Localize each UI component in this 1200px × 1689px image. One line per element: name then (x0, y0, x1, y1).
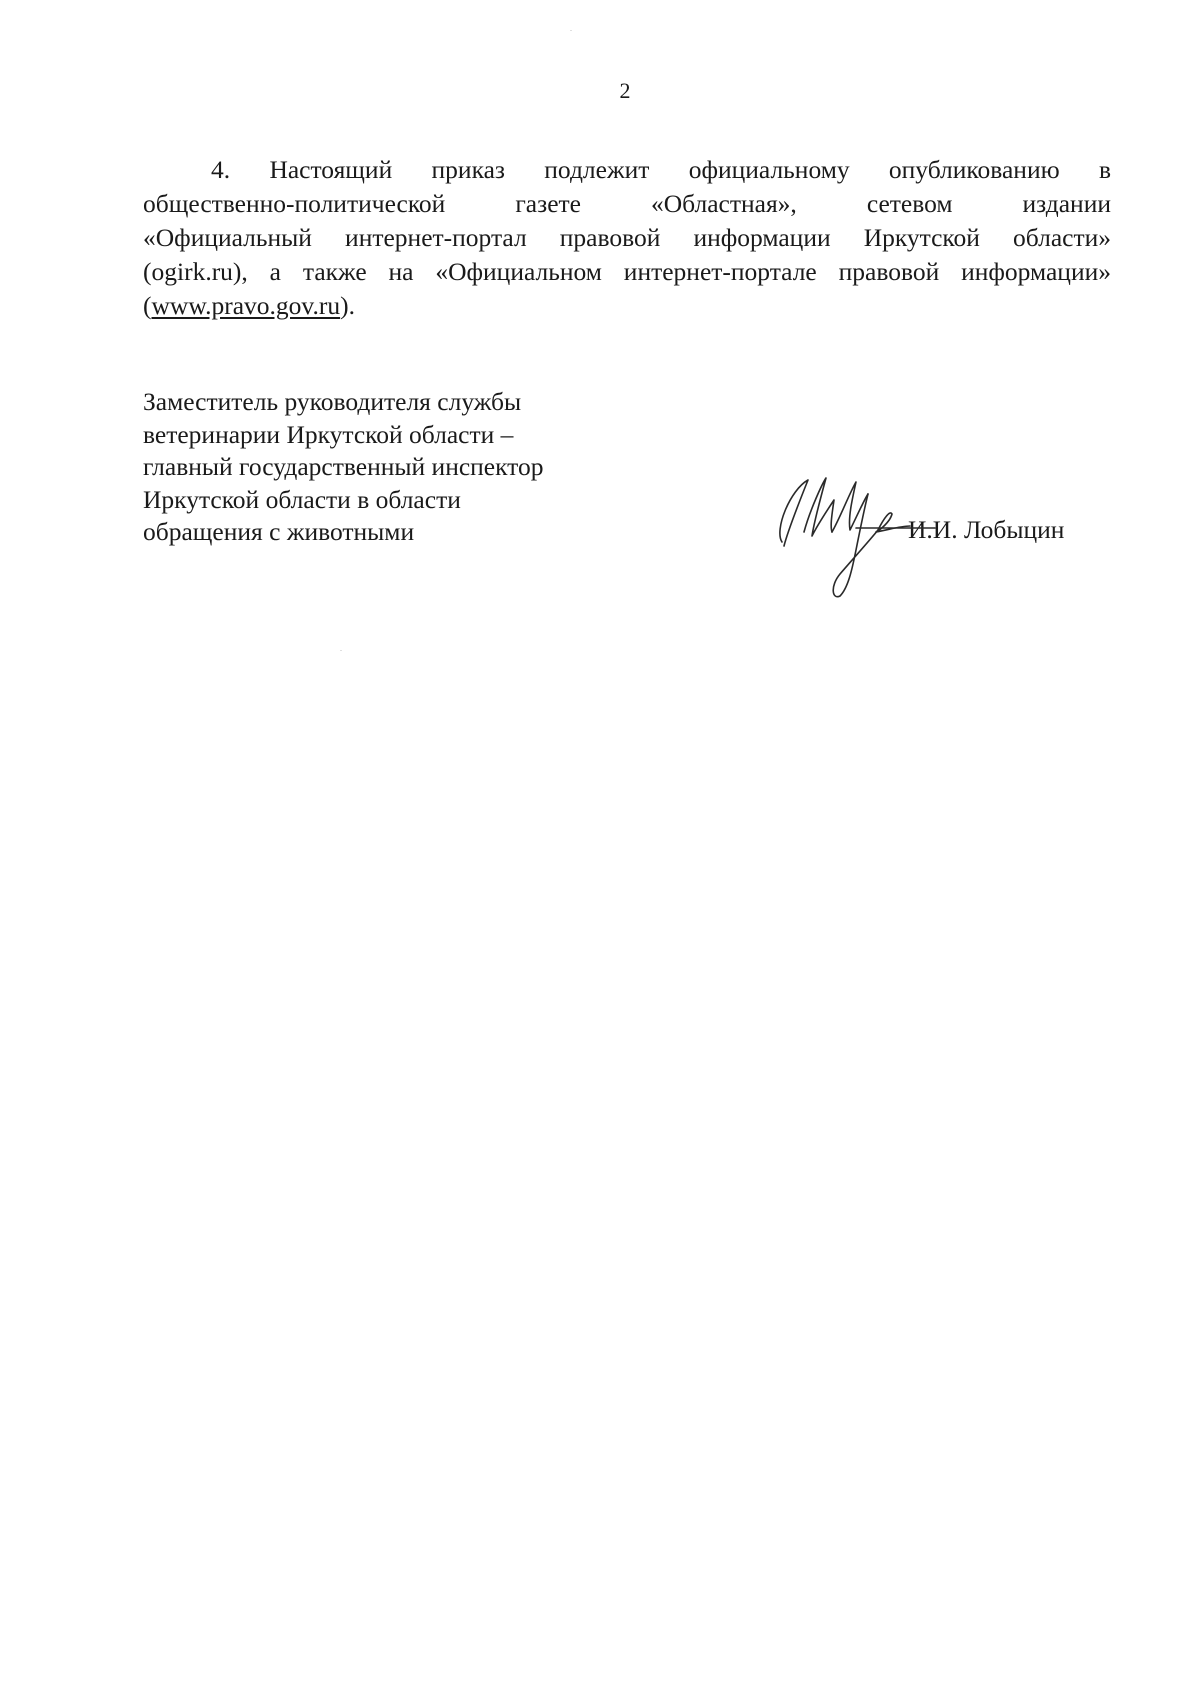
paragraph-line-5 (143, 289, 1111, 323)
position-line-2: ветеринарии Иркутской области – (143, 419, 514, 449)
position-line-1: Заместитель руководителя службы (143, 387, 522, 416)
position-line-4: Иркутской области в области (143, 484, 461, 514)
handwritten-signature (760, 470, 960, 600)
page-number: 2 (619, 78, 631, 103)
paragraph-line-4: (ogirk.ru), а также на «Официальном интернет-портале правовой информации» (143, 257, 1111, 286)
url-suffix: ). (340, 291, 355, 320)
paragraph-line-1: 4. Настоящий приказ подлежит официальному опубликованию в (211, 155, 1111, 184)
signatory-position (143, 386, 663, 549)
scan-artifact-left (340, 650, 342, 651)
position-line-3: главный государственный инспектор (143, 452, 544, 481)
position-line-5: обращения с животными (143, 517, 415, 546)
url-prefix: ( (143, 291, 152, 320)
scan-artifact-top (570, 30, 572, 31)
signer-name: И.И. Лобыцин (908, 515, 1065, 544)
paragraph-line-2: общественно-политической газете «Областная», сетевом издании (143, 189, 1111, 218)
paragraph-line-3: «Официальный интернет-портал правовой информации Иркутской области» (143, 223, 1111, 252)
publication-paragraph (143, 153, 1111, 323)
pravo-gov-link[interactable]: www.pravo.gov.ru (151, 291, 341, 320)
